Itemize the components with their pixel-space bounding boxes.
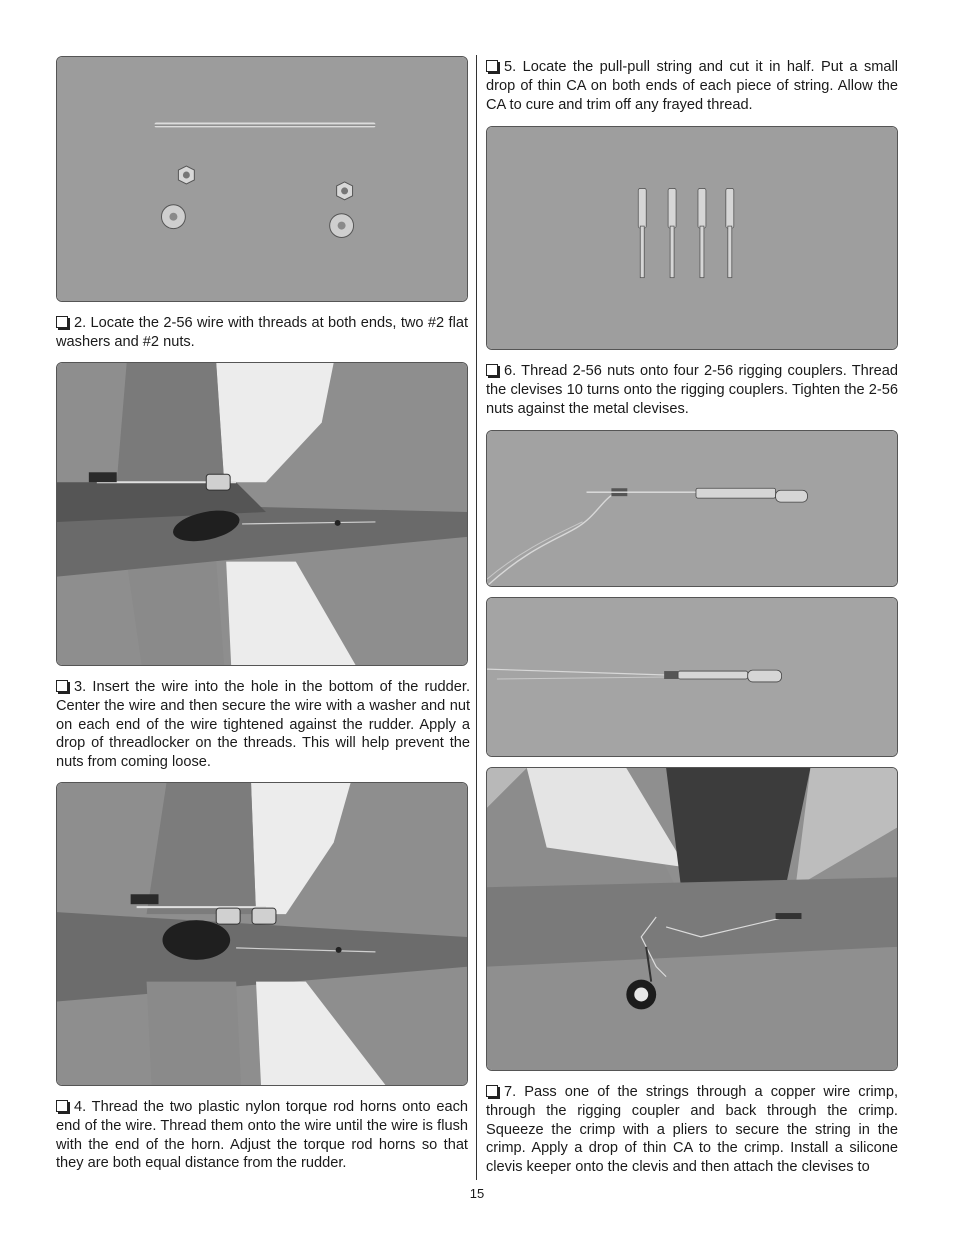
checkbox-icon[interactable] <box>56 680 68 692</box>
photo-torque-rod-horns <box>56 782 468 1086</box>
page-number: 15 <box>469 1186 485 1201</box>
photo-wire-washers-nuts <box>56 56 468 302</box>
step-6-text: 6. Thread 2-56 nuts onto four 2-56 rigging couplers. Thread the clevises 10 turns onto the rigging couplers. Tighten the 2-56 nuts against the metal clevises. <box>486 363 898 417</box>
photo-rigging-couplers <box>486 126 898 350</box>
photo-wire-in-rudder <box>56 362 468 666</box>
photo-string-crimp-clevis-1 <box>486 430 898 587</box>
step-2-text: 2. Locate the 2-56 wire with threads at both ends, two #2 flat washers and #2 nuts. <box>56 315 468 350</box>
checkbox-icon[interactable] <box>56 1100 68 1112</box>
photo-string-crimp-clevis-2 <box>486 597 898 757</box>
checkbox-icon[interactable] <box>56 316 68 328</box>
step-4-text: 4. Thread the two plastic nylon torque rod horns onto each end of the wire. Thread them onto the wire until the wire is flush with the end of the horn. Adjust the torque rod horns so that they are both equal distance from the rudder. <box>56 1099 468 1172</box>
checkbox-icon[interactable] <box>486 364 498 376</box>
checkbox-icon[interactable] <box>486 60 498 72</box>
step-7-text: 7. Pass one of the strings through a copper wire crimp, through the rigging coupler and back through the crimp. Squeeze the crimp with a pliers to secure the string in the crimp. Apply a drop of thin CA to the crimp. Install a silicone clevis keeper onto the clevis and then attach the clevises to <box>486 1084 898 1176</box>
step-3-text: 3. Insert the wire into the hole in the bottom of the rudder. Center the wire and then secure the wire with a washer and nut on each end of the wire tightened against the rudder. Apply a drop of threadlocker on the threads. This will help prevent the nuts from coming loose. <box>56 679 470 771</box>
step-5-text: 5. Locate the pull-pull string and cut it in half. Put a small drop of thin CA on both ends of each piece of string. Allow the CA to cure and trim off any frayed thread. <box>486 59 898 113</box>
photo-tail-pull-pull-rigging <box>486 767 898 1071</box>
column-divider <box>476 55 477 1180</box>
checkbox-icon[interactable] <box>486 1085 498 1097</box>
